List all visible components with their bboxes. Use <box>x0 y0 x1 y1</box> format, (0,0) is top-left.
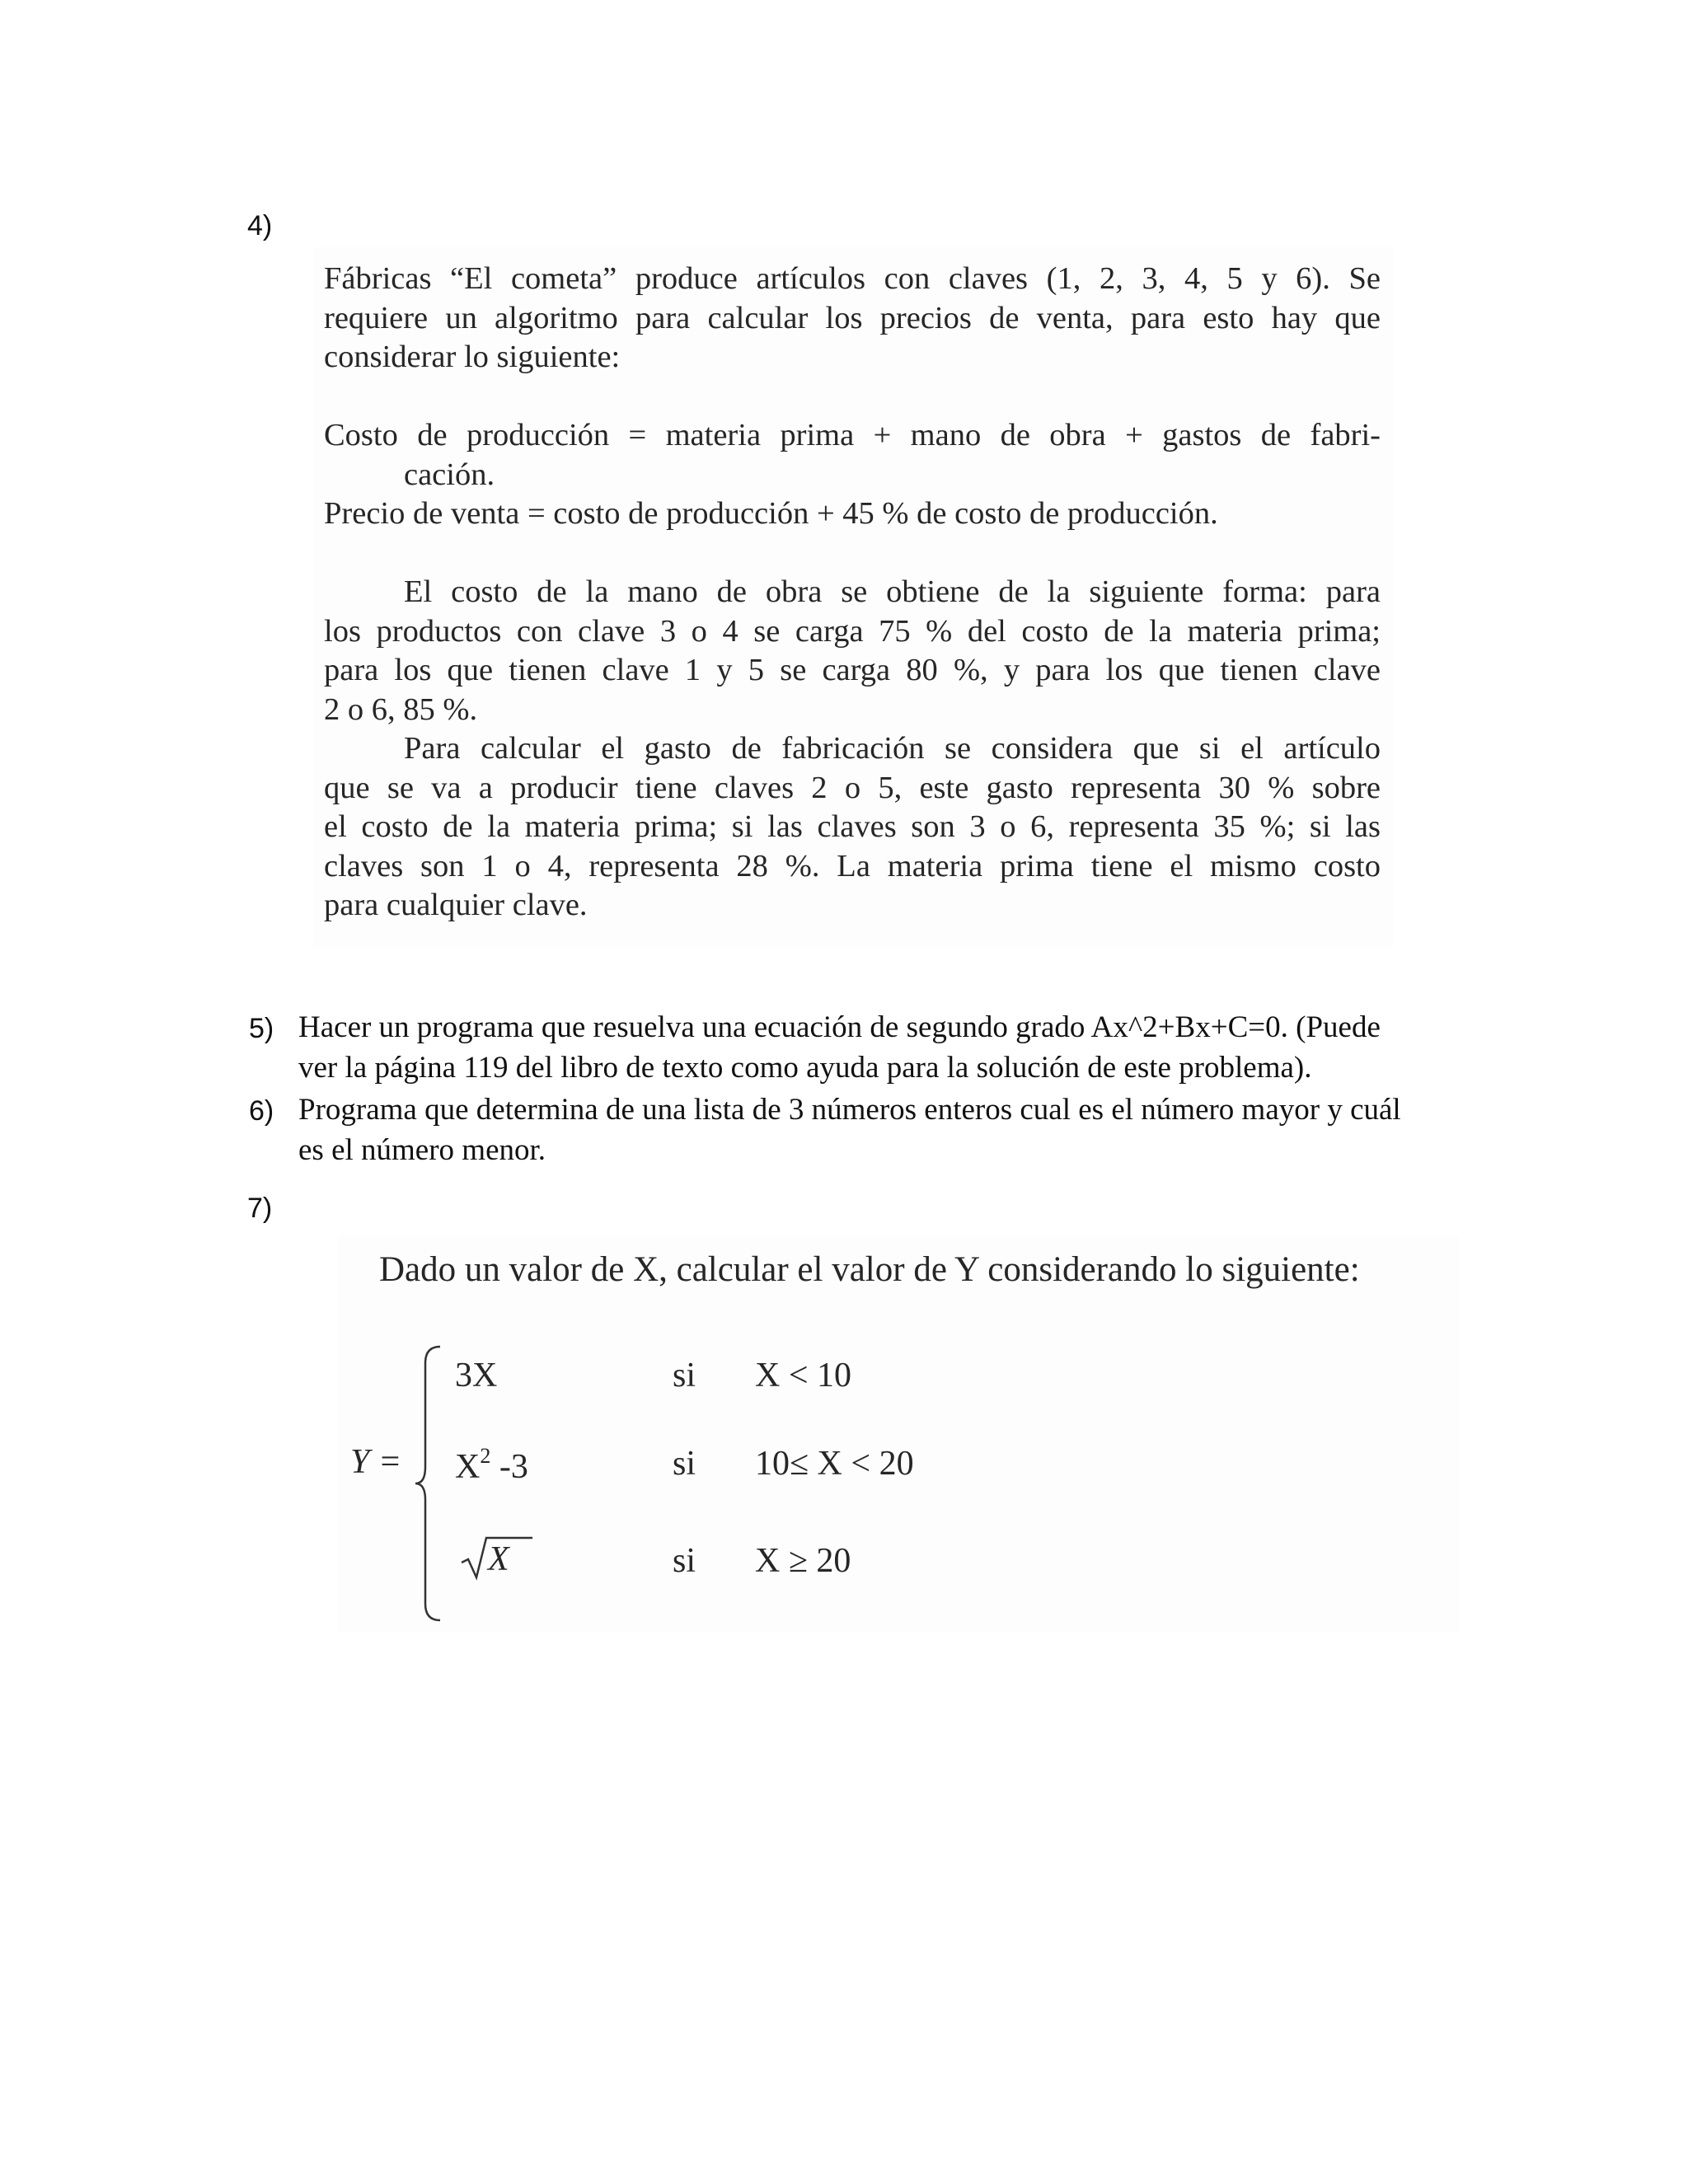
text-line: es el número menor. <box>298 1133 546 1167</box>
text-line: Fábricas “El cometa” produce artículos con claves (1, 2, 3, 4, 5 y 6). Se <box>324 261 1381 296</box>
text-line: Precio de venta = costo de producción + 45 % de costo de producción. <box>324 496 1218 531</box>
case-2-si: si <box>673 1445 696 1483</box>
text-line: Programa que determina de una lista de 3 números enteros cual es el número mayor y cuál <box>298 1093 1401 1127</box>
text-line: que se va a producir tiene claves 2 o 5, este gasto representa 30 % sobre <box>324 770 1381 805</box>
case-2-base: X <box>455 1448 481 1486</box>
case-2-exponent: 2 <box>480 1444 491 1468</box>
text-line: los productos con clave 3 o 4 se carga 75 % del costo de la materia prima; <box>324 613 1381 649</box>
text-line: el costo de la materia prima; si las claves son 3 o 6, representa 35 %; si las <box>324 809 1381 844</box>
case-3-expression <box>460 1533 526 1582</box>
problem-5 <box>249 1007 1502 1088</box>
text-line: Hacer un programa que resuelva una ecuación de segundo grado Ax^2+Bx+C=0. (Puede <box>298 1010 1381 1044</box>
case-1-condition: X < 10 <box>755 1357 852 1394</box>
case-3-variable: X <box>488 1540 509 1578</box>
problem-5-number: 5) <box>249 1013 274 1044</box>
text-line: para cualquier clave. <box>324 888 588 922</box>
piecewise-lhs: Y = <box>350 1443 402 1481</box>
problem-6-number: 6) <box>249 1095 274 1127</box>
text-line: El costo de la mano de obra se obtiene de la siguiente forma: para <box>404 574 1381 609</box>
left-brace-icon <box>415 1343 448 1624</box>
text-line: Costo de producción = materia prima + mano de obra + gastos de fabri- <box>324 418 1381 452</box>
case-1-expression: 3X <box>455 1357 498 1394</box>
problem-7-scanned-formula <box>338 1236 1459 1632</box>
text-line: Para calcular el gasto de fabricación se considera que si el artículo <box>404 731 1381 766</box>
text-line: 2 o 6, 85 %. <box>324 691 478 727</box>
text-line: claves son 1 o 4, representa 28 %. La materia prima tiene el mismo costo <box>324 848 1381 883</box>
problem-4-number: 4) <box>247 210 273 241</box>
text-line: cación. <box>404 457 495 492</box>
problem-6 <box>249 1090 1502 1170</box>
case-2-expression <box>455 1444 528 1487</box>
case-3-si: si <box>673 1542 696 1580</box>
case-3-condition: X ≥ 20 <box>755 1542 851 1580</box>
text-line: para los que tienen clave 1 y 5 se carga 80 %, y para los que tienen clave <box>324 653 1381 687</box>
case-2-condition: 10≤ X < 20 <box>755 1445 914 1483</box>
text-line: requiere un algoritmo para calcular los precios de venta, para esto hay que <box>324 300 1381 335</box>
problem-7-intro: Dado un valor de X, calcular el valor de Y considerando lo siguiente: <box>379 1250 1360 1289</box>
problem-7-number: 7) <box>247 1193 273 1224</box>
case-1-si: si <box>673 1357 696 1394</box>
case-2-rest: -3 <box>490 1448 528 1486</box>
problem-4-scanned-text <box>313 247 1393 948</box>
text-line: considerar lo siguiente: <box>324 340 621 374</box>
problem-4-formulas <box>324 416 1381 534</box>
text-line: ver la página 119 del libro de texto como ayuda para la solución de este problema). <box>298 1051 1312 1085</box>
problem-4-labor-cost-paragraph <box>324 573 1381 926</box>
problem-4-intro-paragraph <box>324 260 1381 377</box>
